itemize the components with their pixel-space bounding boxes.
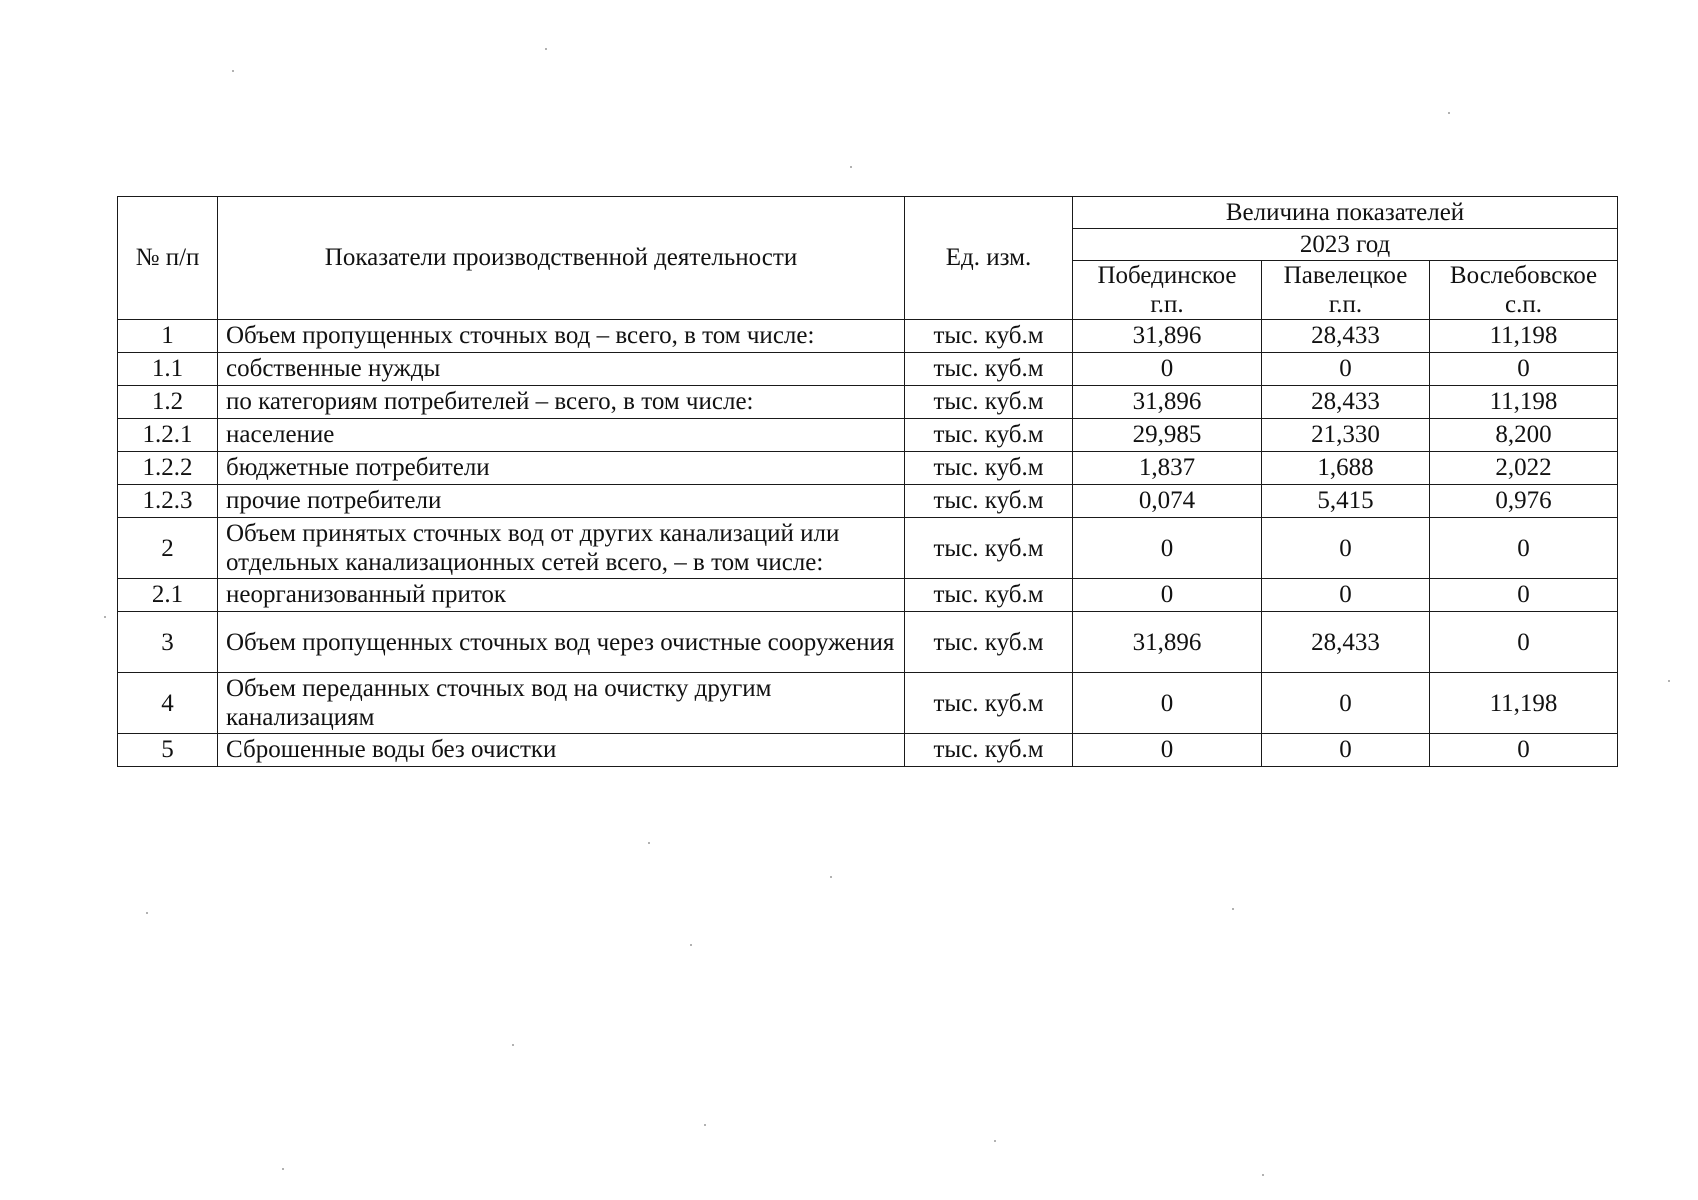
row-value: 0 bbox=[1430, 579, 1618, 612]
row-unit: тыс. куб.м bbox=[905, 452, 1073, 485]
scan-speck bbox=[1262, 1174, 1264, 1176]
scan-speck bbox=[1448, 112, 1450, 114]
header-unit: Ед. изм. bbox=[905, 197, 1073, 320]
table-row bbox=[118, 734, 1618, 767]
row-value: 0 bbox=[1430, 518, 1618, 579]
scan-speck bbox=[690, 944, 692, 946]
row-value: 11,198 bbox=[1430, 673, 1618, 734]
table-row bbox=[118, 612, 1618, 673]
row-value: 0 bbox=[1073, 734, 1262, 767]
scan-speck bbox=[146, 912, 148, 914]
row-value: 11,198 bbox=[1430, 386, 1618, 419]
table-row bbox=[118, 452, 1618, 485]
scan-speck bbox=[512, 1044, 514, 1046]
row-num: 1.2 bbox=[118, 386, 218, 419]
scan-speck bbox=[1668, 680, 1670, 682]
row-indicator: Объем принятых сточных вод от других канализаций или отдельных канализационных сетей всего, – в том числе: bbox=[218, 518, 905, 579]
header-column-1-line2: г.п. bbox=[1150, 291, 1184, 318]
row-value: 0 bbox=[1262, 579, 1430, 612]
table-row bbox=[118, 579, 1618, 612]
row-indicator: неорганизованный приток bbox=[218, 579, 905, 612]
row-num: 1.2.3 bbox=[118, 485, 218, 518]
row-num: 1.2.1 bbox=[118, 419, 218, 452]
scan-speck bbox=[1232, 908, 1234, 910]
row-value: 21,330 bbox=[1262, 419, 1430, 452]
row-unit: тыс. куб.м bbox=[905, 386, 1073, 419]
row-indicator: собственные нужды bbox=[218, 353, 905, 386]
row-unit: тыс. куб.м bbox=[905, 419, 1073, 452]
row-value: 0 bbox=[1430, 612, 1618, 673]
header-year: 2023 год bbox=[1073, 229, 1618, 261]
row-unit: тыс. куб.м bbox=[905, 673, 1073, 734]
row-value: 1,837 bbox=[1073, 452, 1262, 485]
row-num: 2 bbox=[118, 518, 218, 579]
row-unit: тыс. куб.м bbox=[905, 320, 1073, 353]
row-indicator: Объем пропущенных сточных вод через очистные сооружения bbox=[218, 612, 905, 673]
scan-speck bbox=[994, 1140, 996, 1142]
table-row bbox=[118, 673, 1618, 734]
header-column-3-line2: с.п. bbox=[1505, 291, 1542, 318]
row-unit: тыс. куб.м bbox=[905, 518, 1073, 579]
table-header bbox=[118, 197, 1618, 320]
row-indicator: Сброшенные воды без очистки bbox=[218, 734, 905, 767]
scan-speck bbox=[830, 876, 832, 878]
row-value: 0 bbox=[1073, 353, 1262, 386]
row-indicator: прочие потребители bbox=[218, 485, 905, 518]
table-body bbox=[118, 320, 1618, 767]
row-num: 3 bbox=[118, 612, 218, 673]
scan-speck bbox=[282, 1168, 284, 1170]
scan-speck bbox=[704, 1124, 706, 1126]
row-indicator: бюджетные потребители bbox=[218, 452, 905, 485]
row-num: 1.2.2 bbox=[118, 452, 218, 485]
header-values: Величина показателей bbox=[1073, 197, 1618, 229]
row-value: 31,896 bbox=[1073, 320, 1262, 353]
row-unit: тыс. куб.м bbox=[905, 353, 1073, 386]
header-num: № п/п bbox=[118, 197, 218, 320]
row-value: 0 bbox=[1262, 673, 1430, 734]
row-unit: тыс. куб.м bbox=[905, 734, 1073, 767]
row-indicator: Объем пропущенных сточных вод – всего, в том числе: bbox=[218, 320, 905, 353]
row-value: 0 bbox=[1073, 579, 1262, 612]
table-row bbox=[118, 485, 1618, 518]
row-value: 5,415 bbox=[1262, 485, 1430, 518]
row-value: 2,022 bbox=[1430, 452, 1618, 485]
row-value: 0 bbox=[1073, 673, 1262, 734]
table-row bbox=[118, 353, 1618, 386]
row-value: 28,433 bbox=[1262, 386, 1430, 419]
row-value: 0 bbox=[1262, 734, 1430, 767]
table-row bbox=[118, 386, 1618, 419]
row-num: 1 bbox=[118, 320, 218, 353]
header-column-1-line1: Побединское bbox=[1097, 262, 1237, 289]
row-value: 0,074 bbox=[1073, 485, 1262, 518]
scan-speck bbox=[850, 166, 852, 168]
scan-speck bbox=[232, 70, 234, 72]
row-value: 28,433 bbox=[1262, 320, 1430, 353]
header-column-2-line1: Павелецкое bbox=[1283, 262, 1408, 289]
header-column-1 bbox=[1073, 261, 1262, 320]
row-value: 31,896 bbox=[1073, 612, 1262, 673]
row-value: 0 bbox=[1262, 353, 1430, 386]
row-value: 11,198 bbox=[1430, 320, 1618, 353]
header-column-3-line1: Вослебовское bbox=[1449, 262, 1598, 289]
row-indicator: население bbox=[218, 419, 905, 452]
row-value: 28,433 bbox=[1262, 612, 1430, 673]
header-column-2 bbox=[1262, 261, 1430, 320]
row-num: 4 bbox=[118, 673, 218, 734]
row-value: 0 bbox=[1430, 734, 1618, 767]
row-unit: тыс. куб.м bbox=[905, 612, 1073, 673]
row-indicator: Объем переданных сточных вод на очистку другим канализациям bbox=[218, 673, 905, 734]
production-indicators-table bbox=[117, 196, 1618, 767]
header-indicator: Показатели производственной деятельности bbox=[218, 197, 905, 320]
row-value: 0 bbox=[1073, 518, 1262, 579]
row-num: 1.1 bbox=[118, 353, 218, 386]
scan-speck bbox=[545, 48, 547, 50]
table-row bbox=[118, 518, 1618, 579]
row-num: 2.1 bbox=[118, 579, 218, 612]
header-column-3 bbox=[1430, 261, 1618, 320]
scan-speck bbox=[648, 842, 650, 844]
row-indicator: по категориям потребителей – всего, в том числе: bbox=[218, 386, 905, 419]
row-num: 5 bbox=[118, 734, 218, 767]
row-value: 0 bbox=[1430, 353, 1618, 386]
row-value: 29,985 bbox=[1073, 419, 1262, 452]
row-value: 31,896 bbox=[1073, 386, 1262, 419]
header-column-2-line2: г.п. bbox=[1328, 291, 1363, 318]
scan-speck bbox=[104, 616, 106, 618]
table-row bbox=[118, 419, 1618, 452]
row-unit: тыс. куб.м bbox=[905, 485, 1073, 518]
row-value: 0,976 bbox=[1430, 485, 1618, 518]
row-value: 1,688 bbox=[1262, 452, 1430, 485]
table-row bbox=[118, 320, 1618, 353]
row-unit: тыс. куб.м bbox=[905, 579, 1073, 612]
row-value: 8,200 bbox=[1430, 419, 1618, 452]
row-value: 0 bbox=[1262, 518, 1430, 579]
